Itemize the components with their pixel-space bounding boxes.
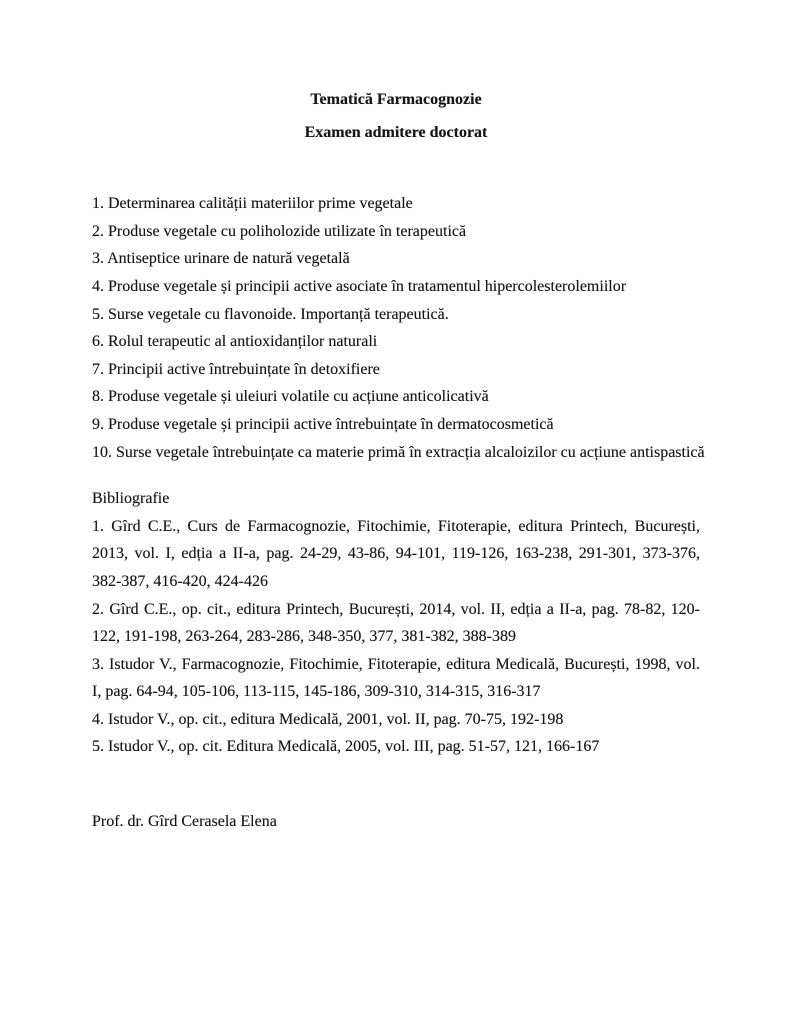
doc-title: Tematică Farmacognozie [310, 91, 482, 108]
bibliography-section [92, 485, 700, 761]
topic-item-2: 2. Produse vegetale cu poliholozide utilizate în terapeutică [92, 222, 467, 240]
bibliography-heading: Bibliografie [92, 490, 170, 508]
bibliography-entry-5: 5. Istudor V., op. cit. Editura Medicală, 2005, vol. III, pag. 51-57, 121, 166-167 [92, 738, 600, 756]
bibliography-entry-4: 4. Istudor V., op. cit., editura Medicală, 2001, vol. II, pag. 70-75, 192-198 [92, 710, 564, 728]
topic-item-10: 10. Surse vegetale întrebuințate ca materie primă în extracția alcaloizilor cu acțiune antispastică [92, 443, 705, 461]
topic-item-4: 4. Produse vegetale și principii active asociate în tratamentul hipercolesterolemiilor [92, 277, 627, 295]
topic-item-6: 6. Rolul terapeutic al antioxidanților naturali [92, 333, 378, 351]
topics-list [92, 190, 705, 466]
topic-item-1: 1. Determinarea calității materiilor prime vegetale [92, 195, 413, 213]
topic-item-5: 5. Surse vegetale cu flavonoide. Importanță terapeutică. [92, 305, 449, 323]
topic-item-7: 7. Principii active întrebuințate în detoxifiere [92, 360, 380, 378]
topic-item-8: 8. Produse vegetale și uleiuri volatile cu acțiune anticolicativă [92, 388, 489, 406]
bibliography-entry-1: 1. Gîrd C.E., Curs de Farmacognozie, Fitochimie, Fitoterapie, editura Printech, București, 2013, vol. I, edția a II-a, pag. 24-29, 43-86, 94-101, 119-126, 163-238, 291-301, 373-376, 382-387, 416-420, 424-426 [92, 517, 700, 590]
topic-item-9: 9. Produse vegetale și principii active întrebuințate în dermatocosmetică [92, 415, 554, 433]
bibliography-entry-2: 2. Gîrd C.E., op. cit., editura Printech, București, 2014, vol. II, edția a II-a, pag. 78-82, 120-122, 191-198, 263-264, 283-286, 348-350, 377, 381-382, 388-389 [92, 600, 700, 646]
signature: Prof. dr. Gîrd Cerasela Elena [92, 813, 277, 831]
doc-subtitle: Examen admitere doctorat [304, 123, 488, 141]
bibliography-entry-3: 3. Istudor V., Farmacognozie, Fitochimie, Fitoterapie, editura Medicală, București, 1998, vol. I, pag. 64-94, 105-106, 113-115, 145-186, 309-310, 314-315, 316-317 [92, 655, 700, 701]
topic-item-3: 3. Antiseptice urinare de natură vegetală [92, 250, 350, 268]
